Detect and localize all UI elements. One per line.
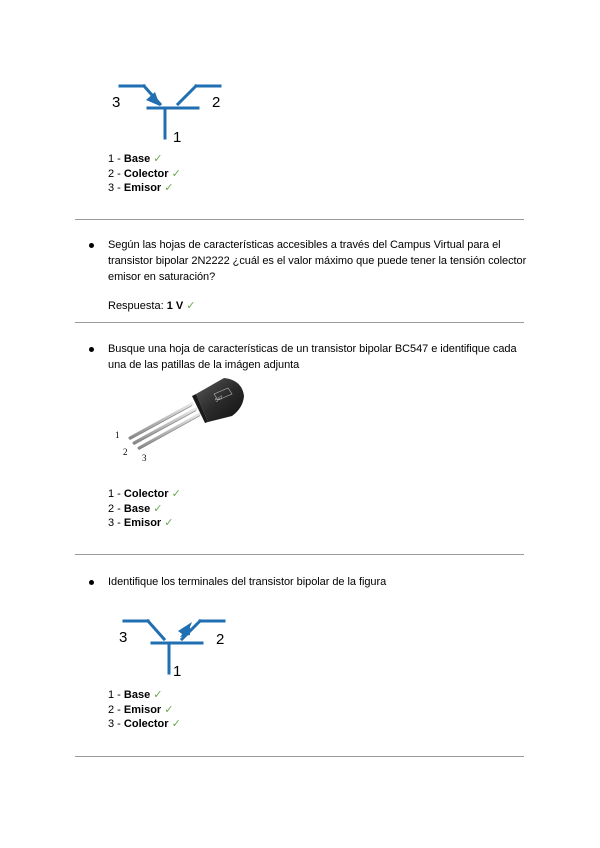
answer-row: 1 - Base ✓ — [108, 689, 163, 701]
transistor-symbol-2 — [116, 613, 236, 683]
divider — [75, 219, 524, 220]
check-icon: ✓ — [171, 718, 181, 731]
answer-row: 1 - Base ✓ — [108, 153, 163, 165]
divider — [75, 554, 524, 555]
check-icon: ✓ — [171, 488, 181, 500]
answer-list-3 — [108, 487, 181, 531]
bc547-transistor-photo — [112, 376, 248, 466]
bullet — [89, 243, 94, 248]
question-4-text: Identifique los terminales del transistor bipolar de la figura — [108, 576, 387, 588]
check-icon: ✓ — [164, 182, 174, 195]
symbol-label-1: 1 — [173, 663, 182, 680]
divider — [75, 756, 524, 757]
pin-label-2: 2 — [123, 447, 128, 457]
answer-row: 3 - Emisor ✓ — [108, 182, 174, 195]
answer-list-4 — [108, 688, 181, 732]
divider — [75, 322, 524, 323]
bullet — [89, 347, 94, 352]
bullet — [89, 580, 94, 585]
symbol-label-3: 3 — [112, 94, 121, 111]
question-2-answer: Respuesta: 1 V ✓ — [108, 300, 196, 312]
transistor-symbol-1 — [112, 78, 232, 148]
answer-row: 3 - Emisor ✓ — [108, 517, 174, 530]
answer-row: 3 - Colector ✓ — [108, 718, 181, 731]
check-icon: ✓ — [153, 502, 163, 515]
answer-row: 2 - Base ✓ — [108, 502, 163, 515]
pin-label-3: 3 — [142, 453, 147, 463]
symbol-label-2: 2 — [212, 94, 221, 111]
question-3-text: Busque una hoja de características de un transistor bipolar BC547 e identifique cada una de las patillas de la imágen adjunta — [108, 343, 517, 371]
answer-row: 2 - Emisor ✓ — [108, 703, 174, 716]
symbol-label-1: 1 — [173, 129, 182, 146]
svg-text:547: 547 — [214, 394, 225, 404]
check-icon: ✓ — [186, 300, 196, 312]
check-icon: ✓ — [164, 703, 174, 716]
check-icon: ✓ — [153, 689, 163, 701]
answer-row: 1 - Colector ✓ — [108, 488, 181, 500]
question-2-text: Según las hojas de características accesibles a través del Campus Virtual para el transistor bipolar 2N2222 ¿cuál es el valor máximo que puede tener la tensión colector emisor en saturación? — [108, 239, 527, 283]
symbol-label-3: 3 — [119, 629, 128, 646]
check-icon: ✓ — [171, 167, 181, 180]
pin-label-1: 1 — [115, 430, 120, 440]
symbol-label-2: 2 — [216, 631, 225, 648]
check-icon: ✓ — [164, 517, 174, 530]
check-icon: ✓ — [153, 153, 163, 165]
answer-list-1 — [108, 152, 181, 196]
answer-row: 2 - Colector ✓ — [108, 167, 181, 180]
